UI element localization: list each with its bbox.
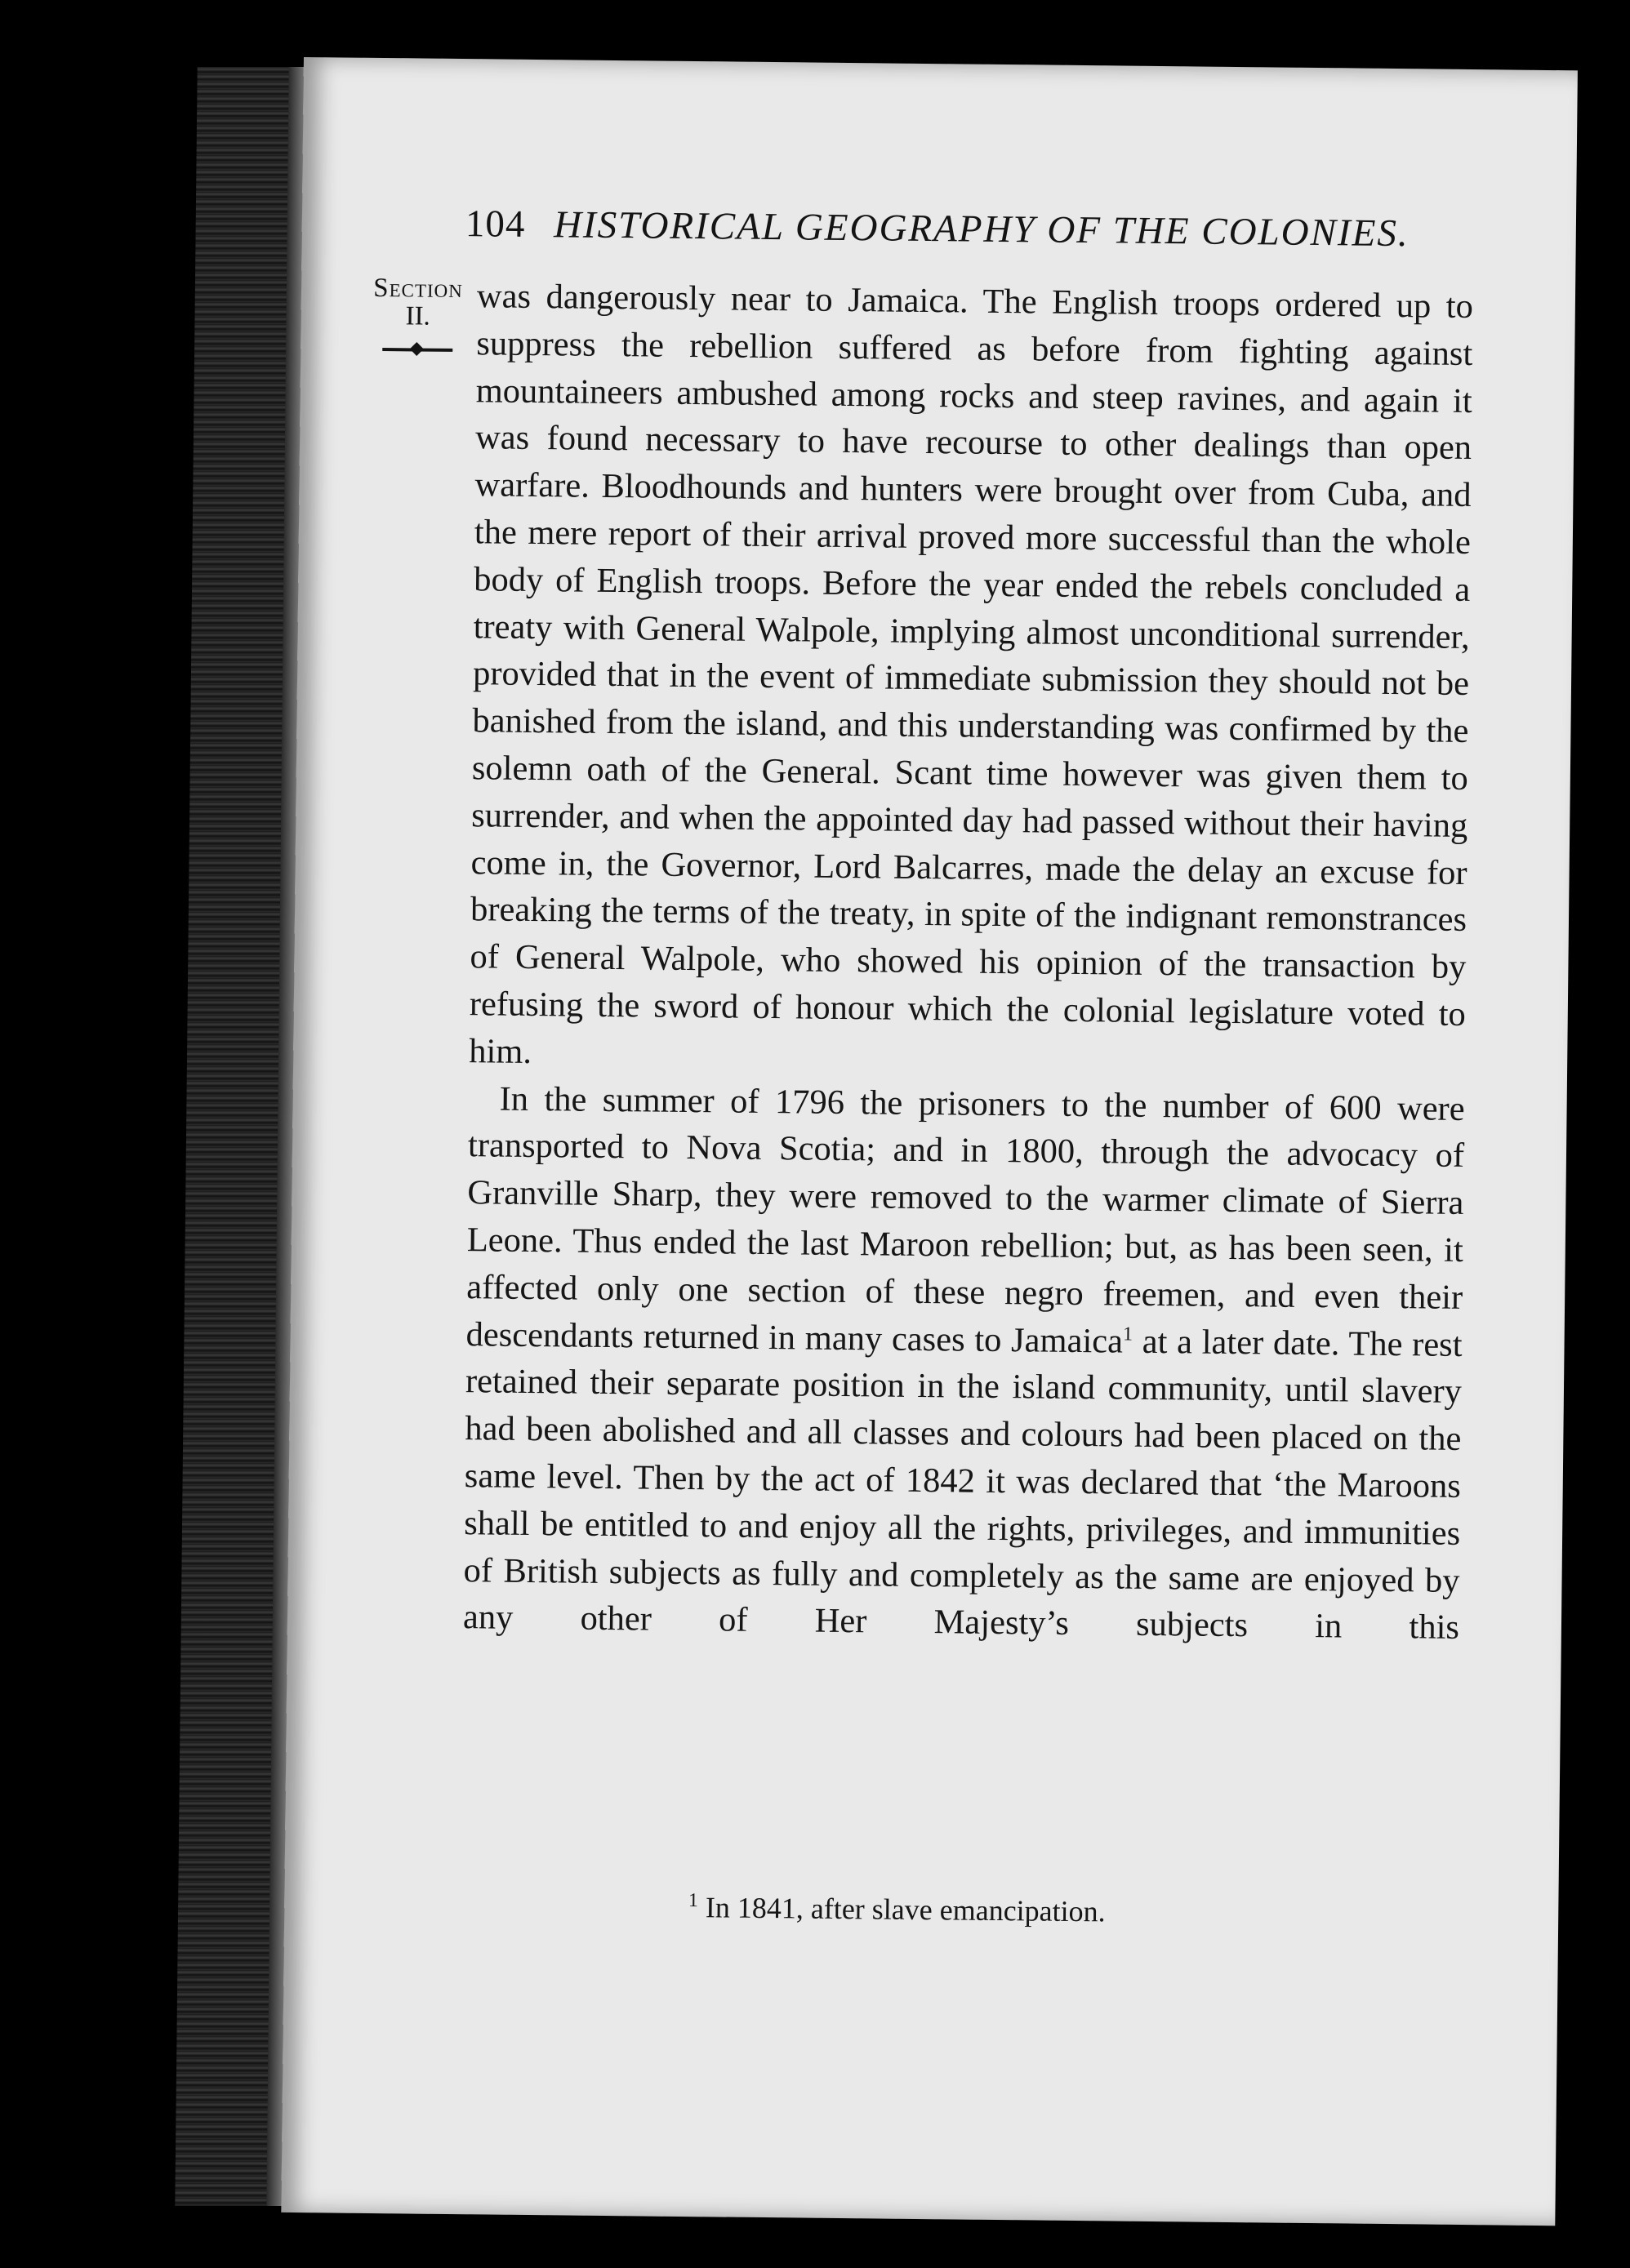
body-text [463,273,1473,1652]
footnote [284,1886,1509,1933]
page-number: 104 [465,202,526,246]
section-number: II. [405,301,430,331]
ornament-rule-icon [382,348,452,352]
section-margin-note [364,274,471,352]
running-head [465,202,1470,256]
section-label: Section [373,273,464,305]
book-page [281,57,1578,2226]
running-head-title: HISTORICAL GEOGRAPHY OF THE COLONIES. [553,203,1410,256]
footnote-reference: 1 [1122,1323,1133,1345]
paragraph-2 [463,1075,1465,1652]
paragraph-2-part-1: In the summer of 1796 the prisoners to the number of 600 were transported to Nova Scotia; and in 1800, through the advocacy of Granville Sharp, they were removed to the warmer climate of Sierra Leone. Thus ended the last Maroon rebellion; but, as has been seen, it affected only one section of these negro freemen, and even their descendants returned in many cases to Jamaica [465,1079,1465,1361]
paragraph-2-part-2: at a later date. The rest retained their separate position in the island community, until slavery had been abolished and all classes and colours had been placed on the same level. Then by the act of 1842 it was declared that ‘the Maroons shall be entitled to and enjoy all the rights, privileges, and immunities of British subjects as fully and completely as the same are enjoyed by any other of Her Majesty’s subjects in this [462,1322,1463,1648]
paragraph-1: was dangerously near to Jamaica. The English troops ordered up to suppress the rebellion suffered as before from fighting against mountaineers ambushed among rocks and steep ravines, and again it was found necessary to have recourse to other dealings than open warfare. Bloodhounds and hunters were brought over from Cuba, and the mere report of their arrival proved more successful than the whole body of English troops. Before the year ended the rebels concluded a treaty with General Walpole, implying almost unconditional surrender, provided that in the event of immediate submission they should not be banished from the island, and this understanding was confirmed by the solemn oath of the General. Scant time however was given them to surrender, and when the appointed day had passed without their having come in, the Governor, Lord Balcarres, made the delay an excuse for breaking the terms of the treaty, in spite of the indignant remonstrances of General Walpole, who showed his opinion of the transaction by refusing the sword of honour which the colonial legislature voted to him. [469,277,1474,1071]
footnote-marker: 1 [688,1890,699,1912]
footnote-text: In 1841, after slave emancipation. [705,1891,1106,1928]
